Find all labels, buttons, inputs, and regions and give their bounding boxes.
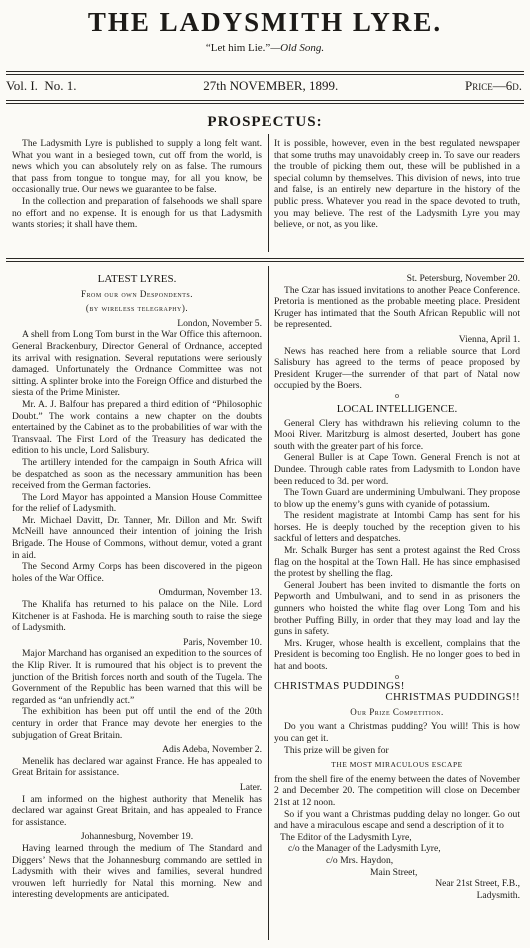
prospectus-left [12, 138, 262, 231]
column-rule [268, 134, 269, 252]
local-paragraph: General Joubert has been invited to dismantle the forts on Pepworth and Umbulwani, and to send in as prisoners the gunners who hoisted the white flag over Long Tom and his brother Puffing Billy, in order that they may load and lay the guns in safety. [274, 579, 520, 638]
prospectus-paragraph: It is possible, however, even in the best regulated newspaper that some truths may unavoidably creep in. To save our readers the trouble of picking them out, these will be published in a special column by themselves. This division of news, into true and false, is an entirely new departure in the history of the public press. Whatever you read in the space devoted to truth, you may believe. The rest of the Ladysmith Lyre you may believe, or not, as you like. [274, 138, 520, 231]
dispatch-paragraph: News has reached here from a reliable source that Lord Salisbury has agreed to the terms of peace proposed by President Kruger—the surrender of that part of Natal now occupied by the Boers. [274, 345, 520, 392]
dateline: Johannesburg, November 19. [80, 831, 194, 843]
divider-line [6, 258, 524, 259]
motto-quote: “Let him Lie.” [205, 41, 271, 54]
section-divider: o [395, 671, 399, 681]
newspaper-title: THE LADYSMITH LYRE. [87, 7, 443, 37]
motto-source: —Old Song. [270, 41, 325, 54]
dateline: Vienna, April 1. [458, 333, 520, 345]
prospectus-paragraph: The Ladysmith Lyre is published to supply a long felt want. What you want in a besieged town, cut off from the world, is news which you can absolutely rely on as false. The rumours that pass from tongue to tongue may, for all you know, be occasionally true. Our news we guarantee to be false. [12, 138, 262, 196]
dispatch-paragraph: The Czar has issued invitations to another Peace Conference. Pretoria is mentioned as the probable meeting place. President Kruger has intimated that the South African Republic will not be represented. [274, 284, 520, 331]
competition-subtitle: Our Prize Competition. [350, 706, 444, 717]
issue-number: No. 1. [44, 78, 77, 93]
issue-price: Price—6d. [465, 78, 522, 93]
local-paragraph: The resident magistrate at Intombi Camp has sent for his horses. He is deeply touched by the reception given to his sackful of letters and despatches. [274, 510, 520, 545]
motto [4, 42, 526, 54]
issue-volume: Vol. I. [6, 78, 38, 93]
address-line: Ladysmith. [476, 889, 520, 901]
prospectus-paragraph: In the collection and preparation of falsehoods we shall spare no effort and no expense. It is enough for us that Ladysmith wants stories; it shall have them. [12, 195, 262, 231]
section-byline: (by wireless telegraphy). [85, 303, 189, 314]
dispatch-paragraph: The artillery intended for the campaign in South Africa will be despatched as soon as the necessary ammunition has been received from the German factories. [12, 456, 262, 492]
issue-line [6, 78, 522, 94]
address-line: c/o Mrs. Haydon, [326, 854, 394, 866]
dispatch-paragraph: I am informed on the highest authority that Menelik has declared war against Great Britain, and has appealed to France for assistance. [12, 793, 262, 828]
divider-line [6, 103, 524, 104]
puddings-paragraph: Do you want a Christmas pudding? You will! This is how you can get it. [274, 721, 520, 744]
local-paragraph: Mrs. Kruger, whose health is excellent, complains that the President is becoming too English. He no longer goes to bed in hat and boots. [274, 637, 520, 672]
right-news-column [274, 270, 520, 901]
section-subtitle: From our own Despondents. [80, 288, 193, 299]
dateline: Paris, November 10. [183, 636, 262, 648]
dispatch-paragraph: The Lord Mayor has appointed a Mansion House Committee for the relief of Ladysmith. [12, 491, 262, 515]
address-line: c/o the Manager of the Ladysmith Lyre, [288, 843, 441, 855]
dateline: Adis Adeba, November 2. [162, 744, 262, 756]
prospectus-right [274, 138, 520, 231]
issue-date: 27th NOVEMBER, 1899. [203, 78, 339, 93]
prize-caps-line: THE MOST MIRACULOUS ESCAPE [331, 760, 463, 770]
address-line: Near 21st Street, F.B., [435, 878, 520, 890]
section-title: LATEST LYRES. [97, 273, 177, 285]
address-line: The Editor of the Ladysmith Lyre, [280, 831, 412, 843]
divider-line [6, 261, 524, 262]
local-paragraph: The Town Guard are undermining Umbulwani. They propose to blow up the enemy’s guns with cyanide of potassium. [274, 487, 520, 510]
issue-volume-number [6, 78, 77, 94]
puddings-heading: CHRISTMAS PUDDINGS!! [385, 691, 520, 704]
dispatch-paragraph: A shell from Long Tom burst in the War Office this afternoon. General Brackenbury, Director General of Ordnance, accepted its arrival with resignation. Several reputations were seriously damaged. Unfortunately the Ordnance Committee was not sitting. A splinter broke into the Foreign Office and disturbed the siesta of the Prime Minister. [12, 329, 262, 399]
dispatch-paragraph: Having learned through the medium of The Standard and Diggers’ News that the Johannesburg commando are settled in Ladysmith with their wives and families, several hundred vrouwen left hurriedly for Natal this morning. New and interesting developments are anticipated. [12, 842, 262, 901]
puddings-paragraph: So if you want a Christmas pudding delay no longer. Go out and have a miraculous escape and send a description of it to [274, 808, 520, 832]
address-line: Main Street, [370, 866, 418, 878]
dateline: St. Petersburg, November 20. [406, 273, 520, 284]
dateline: London, November 5. [177, 317, 262, 329]
dispatch-paragraph: The Khalifa has returned to his palace on the Nile. Lord Kitchener is at Fashoda. He is marching south to raise the siege of Ladysmith. [12, 599, 262, 634]
prospectus-title: PROSPECTUS: [207, 114, 323, 130]
local-paragraph: General Clery has withdrawn his relieving column to the Mooi River. Maritzburg is almost deserted, Joubert has gone south with the greater part of his force. [274, 417, 520, 452]
divider-line [6, 100, 524, 101]
dispatch-paragraph: Mr. A. J. Balfour has prepared a third edition of “Philosophic Doubt.” The work contains a new chapter on the doubts entertained by the Cabinet as to the probabilities of war with the Transvaal. The First Lord of the Treasury has dedicated the edition to his uncle, Lord Salisbury. [12, 398, 262, 457]
newspaper-page [4, 0, 526, 948]
dispatch-paragraph: Menelik has declared war against France. He has appealed to Great Britain for assistance. [12, 755, 262, 779]
puddings-paragraph: This prize will be given for [284, 744, 389, 756]
dispatch-paragraph: The Second Army Corps has been discovered in the pigeon holes of the War Office. [12, 561, 262, 584]
section-title: LOCAL INTELLIGENCE. [336, 402, 458, 415]
dateline: Omdurman, November 13. [158, 587, 262, 599]
dispatch-paragraph: Mr. Michael Davitt, Dr. Tanner, Mr. Dillon and Mr. Swift McNeill have announced their intention of joining the Irish Brigade. The House of Commons, without demur, voted a grant in aid. [12, 514, 262, 561]
puddings-paragraph: from the shell fire of the enemy between the dates of November 2 and December 20. The competition will close on December 21st at 12 noon. [274, 773, 520, 808]
puddings-heading: CHRISTMAS PUDDINGS! [274, 679, 405, 692]
dateline: Later. [239, 781, 262, 793]
latest-lyres-column [12, 270, 262, 901]
section-divider: o [395, 390, 399, 400]
dispatch-paragraph: Major Marchand has organised an expedition to the sources of the Klip River. It is rumoured that his object is to prevent the junction of the British forces north and south of the Tugela. The Government of the Republic has been warned that this will be regarded as “an unfriendly act.” [12, 648, 262, 706]
column-rule [268, 266, 269, 940]
local-paragraph: Mr. Schalk Burger has sent a protest against the Red Cross flag on the hospital at the Town Hall. He has since emphasised the protest by shelling the flag. [274, 545, 520, 580]
divider-line [6, 71, 524, 72]
local-paragraph: General Buller is at Cape Town. General French is not at Dundee. Through cable rates from Ladysmith to London have been reduced to 3d. per word. [274, 452, 520, 487]
masthead [4, 8, 526, 54]
divider-line [6, 74, 524, 75]
dispatch-paragraph: The exhibition has been put off until the end of the 20th century in order that France may devote her energies to the subjugation of Great Britain. [12, 706, 262, 741]
